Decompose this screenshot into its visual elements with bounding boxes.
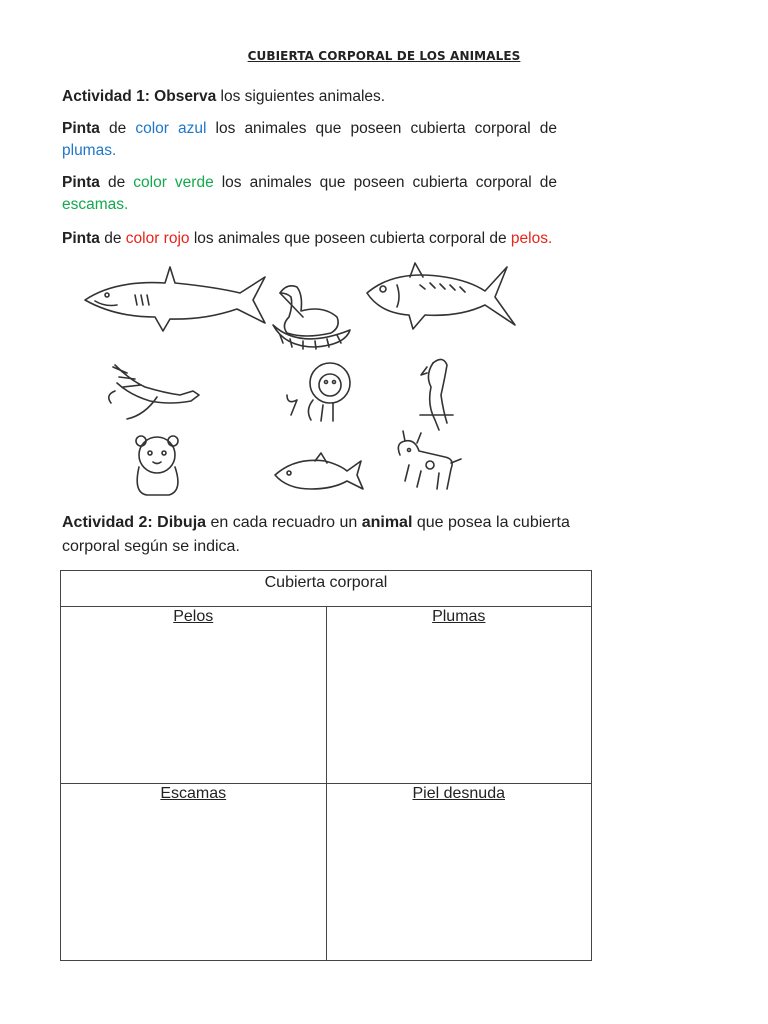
instruction-red xyxy=(62,228,557,250)
instruction-rest: los animales que poseen cubierta corporal de xyxy=(213,174,557,191)
activity-2-intro xyxy=(62,511,622,559)
color-blue-text: color azul xyxy=(135,120,207,137)
cover-scales-text: escamas. xyxy=(62,196,129,213)
de-word: de xyxy=(99,230,126,247)
observe-verb: Observa xyxy=(154,88,217,105)
activity-1-label: Actividad 1: xyxy=(62,88,150,105)
de-word: de xyxy=(99,120,136,137)
parrot-icon xyxy=(420,359,453,430)
pinta-word: Pinta xyxy=(62,230,100,247)
color-red-text: color rojo xyxy=(125,230,190,247)
flying-bird-icon xyxy=(109,365,199,419)
activity-2-rest: que posea la cubierta corporal según se indica. xyxy=(62,514,570,555)
cell-label-feathers: Plumas xyxy=(432,608,486,625)
dog-icon xyxy=(398,431,461,489)
animal-word: animal xyxy=(361,514,413,531)
instruction-blue xyxy=(62,118,557,162)
pinta-word: Pinta xyxy=(62,174,100,191)
de-word: de xyxy=(99,174,134,191)
animal-drawings xyxy=(75,255,555,510)
cell-label-bare-skin: Piel desnuda xyxy=(412,785,505,802)
color-green-text: color verde xyxy=(133,174,214,191)
cell-feathers[interactable] xyxy=(326,607,592,784)
activity-2-mid: en cada recuadro un xyxy=(206,514,362,531)
cell-label-hair: Pelos xyxy=(173,608,214,625)
lion-icon xyxy=(287,363,350,421)
cell-hair[interactable] xyxy=(61,607,327,784)
shark-icon xyxy=(85,267,265,331)
tuna-icon xyxy=(367,263,515,329)
table-header: Cubierta corporal xyxy=(61,571,592,607)
cover-feathers-text: plumas. xyxy=(62,142,117,159)
activity-1-intro xyxy=(62,86,557,108)
cell-label-scales: Escamas xyxy=(160,785,227,802)
pelican-icon xyxy=(273,286,350,349)
cell-scales[interactable] xyxy=(61,784,327,961)
instruction-green xyxy=(62,172,557,216)
body-covering-table xyxy=(60,570,592,961)
instruction-rest: los animales que poseen cubierta corporal de xyxy=(206,120,557,137)
cell-bare-skin[interactable] xyxy=(326,784,592,961)
pinta-word: Pinta xyxy=(62,120,100,137)
bear-icon xyxy=(136,436,178,495)
instruction-rest: los animales que poseen cubierta corporal de xyxy=(189,230,511,247)
activity-2-label: Actividad 2: xyxy=(62,514,153,531)
draw-verb: Dibuja xyxy=(157,514,207,531)
fish-icon xyxy=(275,453,363,489)
worksheet-title: CUBIERTA CORPORAL DE LOS ANIMALES xyxy=(247,49,521,63)
cover-hair-text: pelos. xyxy=(510,230,553,247)
activity-1-rest: los siguientes animales. xyxy=(216,88,386,105)
